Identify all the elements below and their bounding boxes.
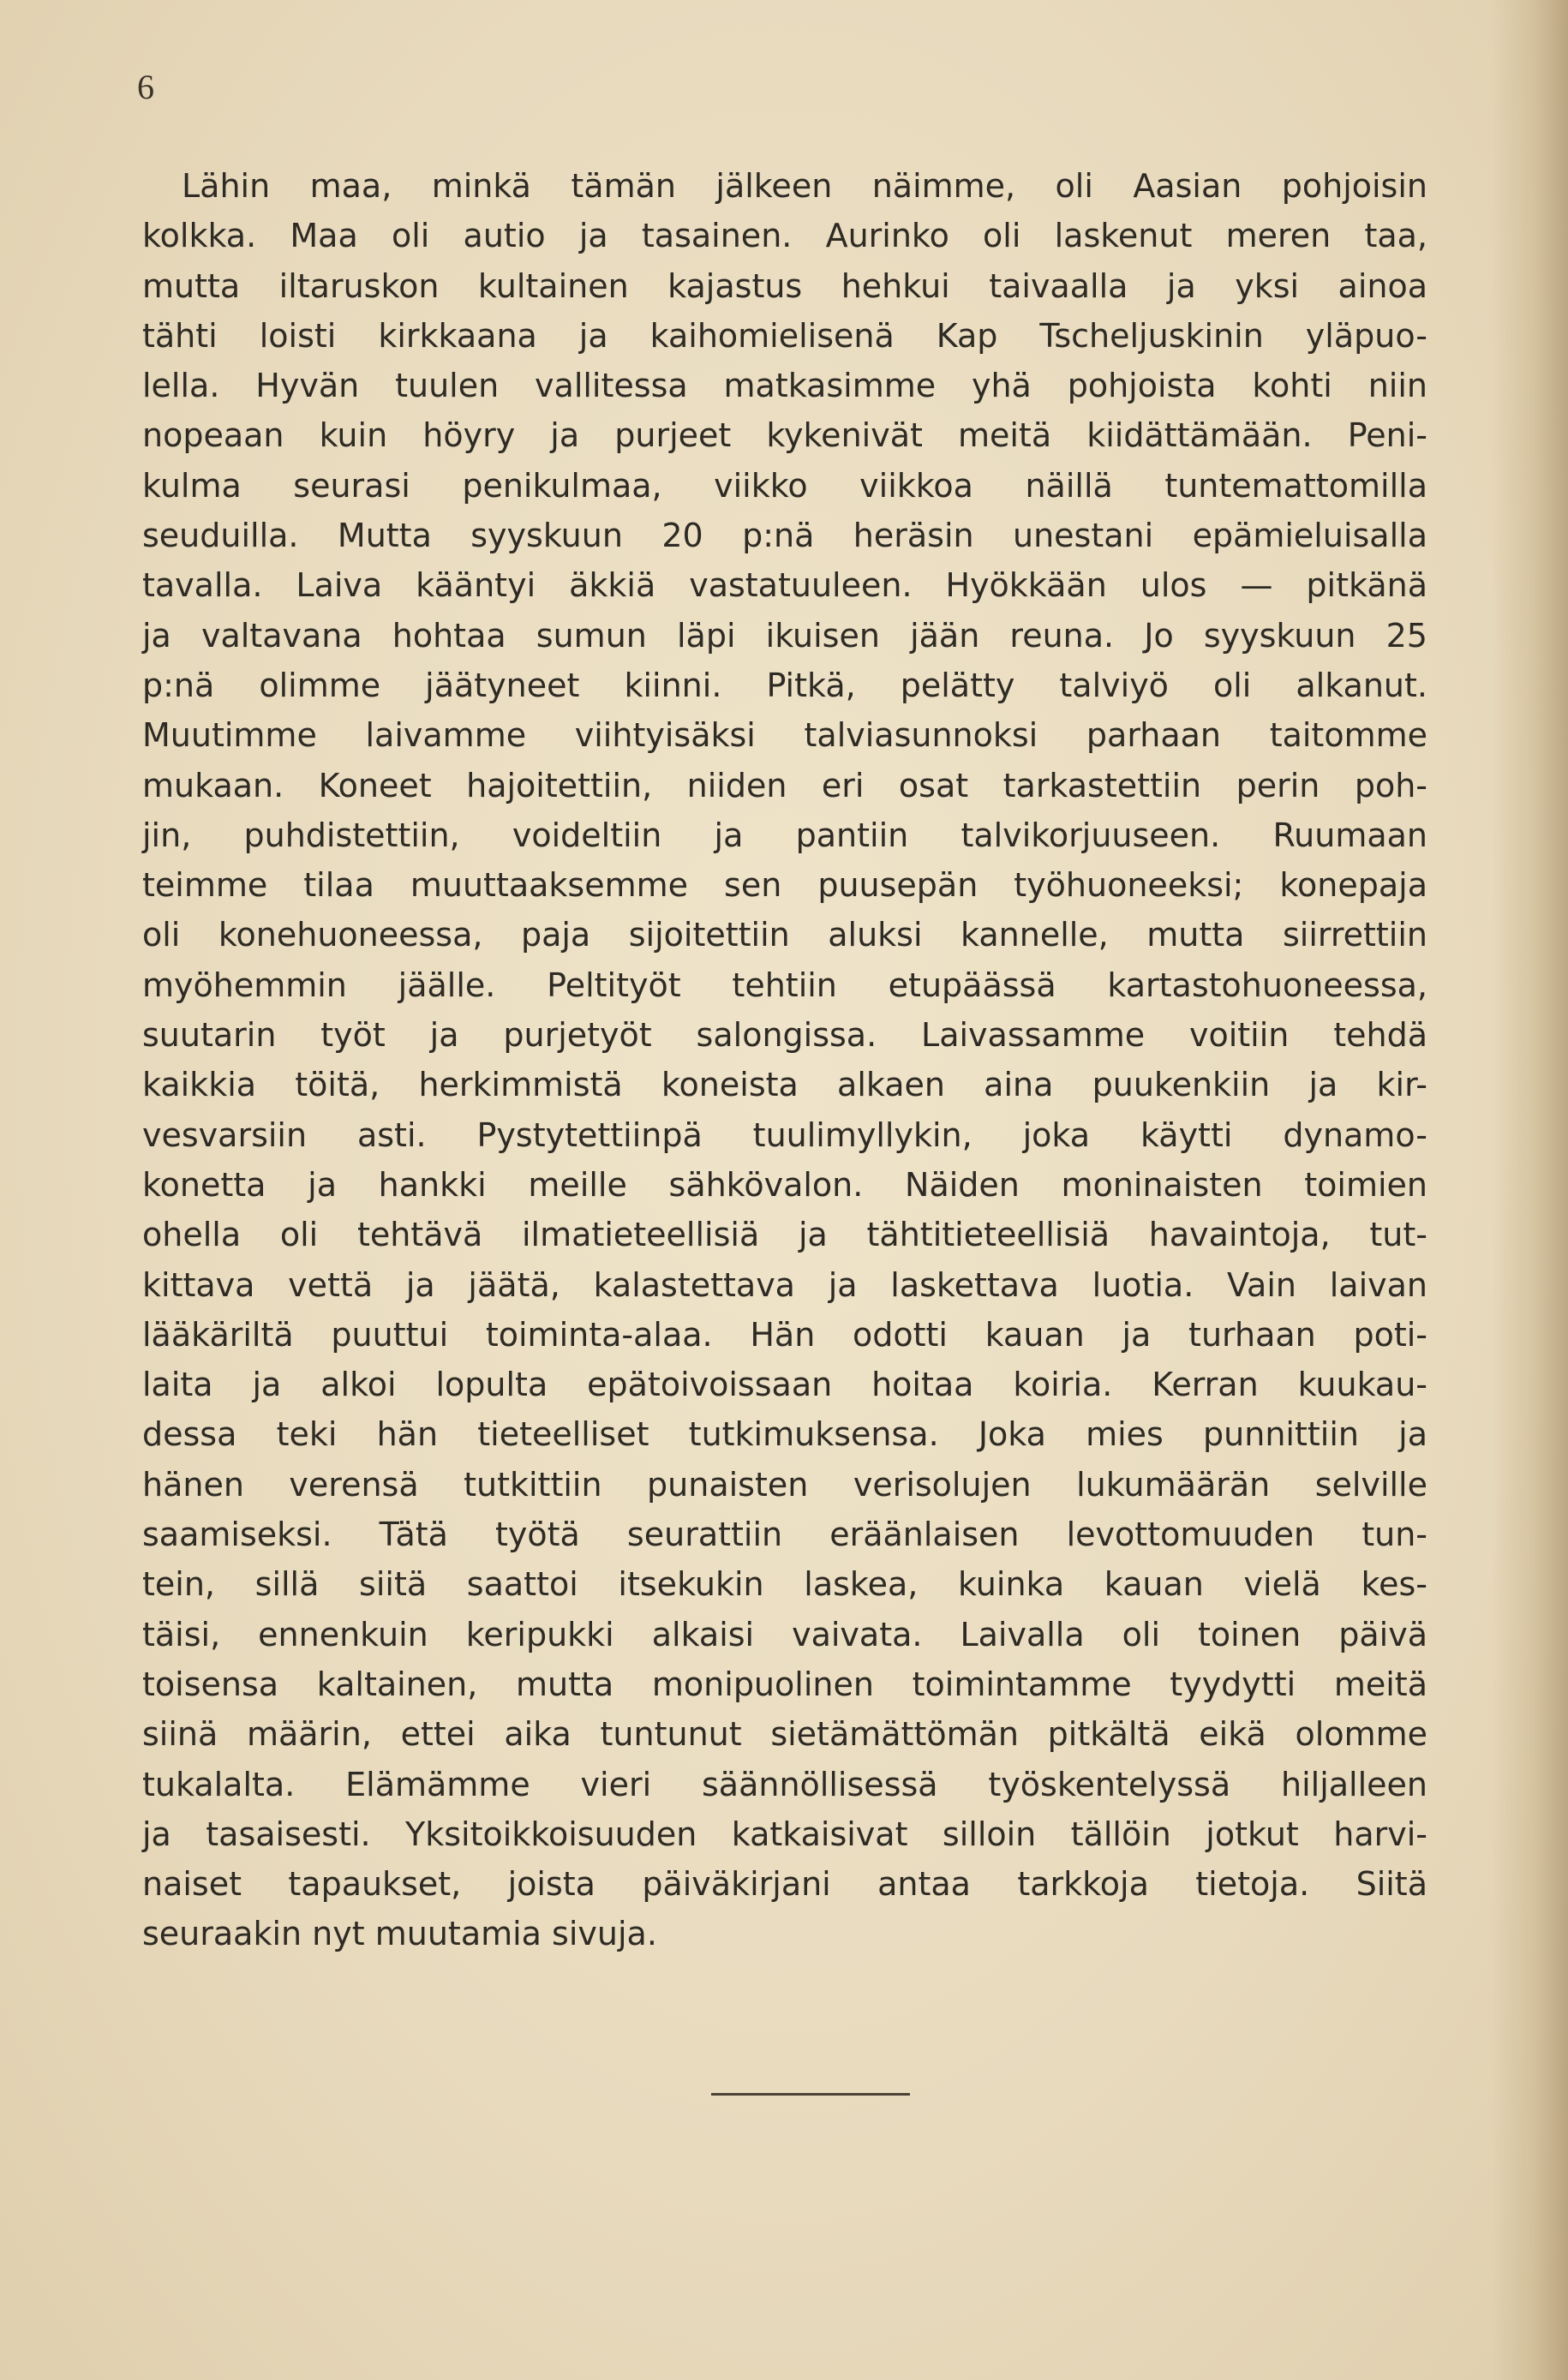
text-line: jin, puhdistettiin, voideltiin ja pantiin talvikorjuuseen. Ruumaan xyxy=(142,816,1427,854)
text-line: myöhemmin jäälle. Peltityöt tehtiin etupäässä kartastohuoneessa, xyxy=(142,966,1427,1004)
text-line: ja valtavana hohtaa sumun läpi ikuisen jään reuna. Jo syyskuun 25 xyxy=(142,616,1427,655)
text-line: hänen verensä tutkittiin punaisten verisolujen lukumäärän selville xyxy=(142,1465,1427,1504)
text-line: mutta iltaruskon kultainen kajastus hehkui taivaalla ja yksi ainoa xyxy=(142,266,1427,305)
text-line: suutarin työt ja purjetyöt salongissa. Laivassamme voitiin tehdä xyxy=(142,1016,1427,1055)
body-paragraph xyxy=(142,161,1427,1959)
text-line: toisensa kaltainen, mutta monipuolinen toimintamme tyydytti meitä xyxy=(142,1665,1427,1703)
text-line: nopeaan kuin höyry ja purjeet kykenivät meitä kiidättämään. Peni- xyxy=(142,416,1427,455)
page-number: 6 xyxy=(137,68,154,106)
text-line: teimme tilaa muuttaaksemme sen puusepän työhuoneeksi; konepaja xyxy=(142,866,1427,905)
text-line: Lähin maa, minkä tämän jälkeen näimme, oli Aasian pohjoisin xyxy=(182,167,1427,205)
text-line: tein, sillä siitä saattoi itsekukin laskea, kuinka kauan vielä kes- xyxy=(142,1565,1427,1604)
text-line: ja tasaisesti. Yksitoikkoisuuden katkaisivat silloin tällöin jotkut harvi- xyxy=(142,1815,1427,1853)
text-line: laita ja alkoi lopulta epätoivoissaan hoitaa koiria. Kerran kuukau- xyxy=(142,1366,1427,1404)
section-divider xyxy=(711,2093,910,2096)
text-line: oli konehuoneessa, paja sijoitettiin aluksi kannelle, mutta siirrettiin xyxy=(142,916,1427,954)
text-line: kolkka. Maa oli autio ja tasainen. Aurinko oli laskenut meren taa, xyxy=(142,217,1427,255)
text-line: kaikkia töitä, herkimmistä koneista alkaen aina puukenkiin ja kir- xyxy=(142,1066,1427,1104)
text-line: ohella oli tehtävä ilmatieteellisiä ja tähtitieteellisiä havaintoja, tut- xyxy=(142,1216,1427,1254)
text-line: kittava vettä ja jäätä, kalastettava ja laskettava luotia. Vain laivan xyxy=(142,1265,1427,1304)
page-edge-shadow xyxy=(1491,0,1568,2380)
text-line: seuraakin nyt muutamia sivuja. xyxy=(142,1915,657,1953)
text-line: seuduilla. Mutta syyskuun 20 p:nä heräsin unestani epämieluisalla xyxy=(142,517,1427,555)
text-line: lella. Hyvän tuulen vallitessa matkasimme yhä pohjoista kohti niin xyxy=(142,367,1427,405)
text-line: dessa teki hän tieteelliset tutkimuksensa. Joka mies punnittiin ja xyxy=(142,1415,1427,1454)
text-line: lääkäriltä puuttui toiminta-alaa. Hän odotti kauan ja turhaan poti- xyxy=(142,1315,1427,1354)
text-line: mukaan. Koneet hajoitettiin, niiden eri osat tarkastettiin perin poh- xyxy=(142,766,1427,804)
text-line: tähti loisti kirkkaana ja kaihomielisenä Kap Tscheljuskinin yläpuo- xyxy=(142,316,1427,355)
text-line: täisi, ennenkuin keripukki alkaisi vaivata. Laivalla oli toinen päivä xyxy=(142,1615,1427,1653)
text-line: Muutimme laivamme viihtyisäksi talviasunnoksi parhaan taitomme xyxy=(142,716,1427,755)
text-line: tavalla. Laiva kääntyi äkkiä vastatuuleen. Hyökkään ulos — pitkänä xyxy=(142,566,1427,605)
text-line: siinä määrin, ettei aika tuntunut sietämättömän pitkältä eikä olomme xyxy=(142,1715,1427,1754)
text-line: tukalalta. Elämämme vieri säännöllisessä työskentelyssä hiljalleen xyxy=(142,1765,1427,1803)
text-line: konetta ja hankki meille sähkövalon. Näiden moninaisten toimien xyxy=(142,1165,1427,1204)
text-line: vesvarsiin asti. Pystytettiinpä tuulimyllykin, joka käytti dynamo- xyxy=(142,1115,1427,1154)
text-line: naiset tapaukset, joista päiväkirjani antaa tarkkoja tietoja. Siitä xyxy=(142,1865,1427,1904)
text-line: kulma seurasi penikulmaa, viikko viikkoa näillä tuntemattomilla xyxy=(142,466,1427,505)
text-line: saamiseksi. Tätä työtä seurattiin eräänlaisen levottomuuden tun- xyxy=(142,1516,1427,1554)
text-line: p:nä olimme jäätyneet kiinni. Pitkä, pelätty talviyö oli alkanut. xyxy=(142,666,1427,704)
